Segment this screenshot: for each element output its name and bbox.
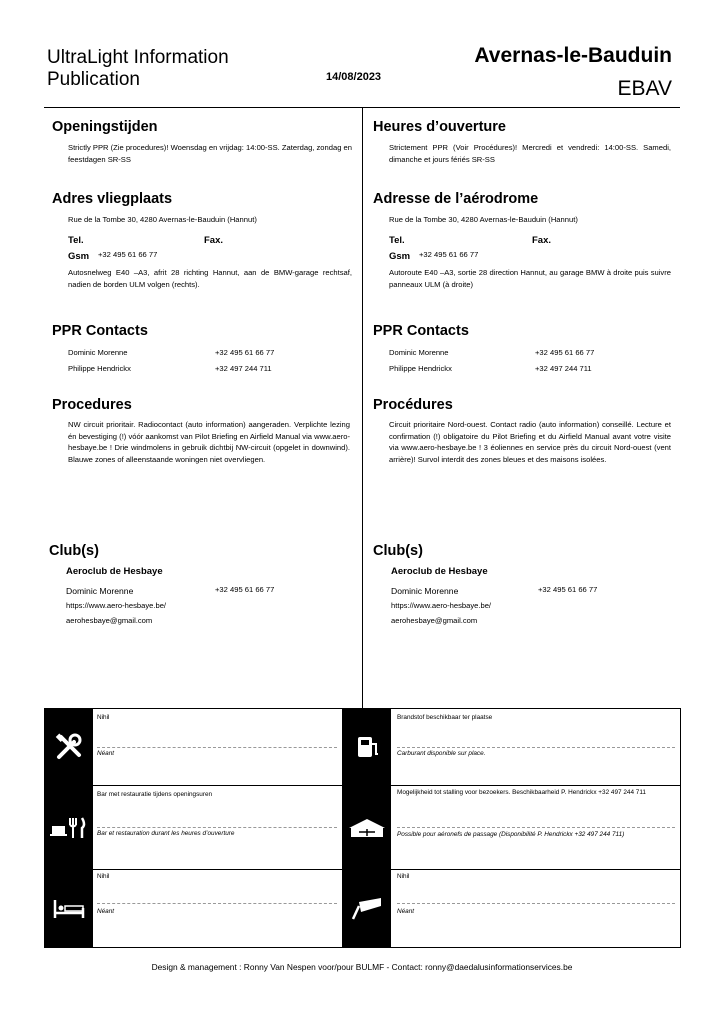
facilities-table [44,708,681,948]
hangar-nl: Mogelijkheid tot stalling voor bezoekers. Beschikbaarheid P. Hendrickx +32 497 244 711 [397,789,646,796]
fr-club-contact: Dominic Morenne [391,586,459,596]
windsock-fr: Néant [397,908,415,915]
cell-divider [397,827,675,828]
nl-club-email[interactable]: aerohesbaye@gmail.com [66,616,153,625]
fr-club-phone: +32 495 61 66 77 [538,585,598,594]
fr-contact-phone: +32 497 244 711 [535,364,592,373]
fr-club-website[interactable]: https://www.aero-hesbaye.be/ [391,601,492,610]
nl-clubs-title: Club(s) [49,543,99,559]
fr-contact-phone: +32 495 61 66 77 [535,348,595,357]
nl-fax-label: Fax. [204,235,224,246]
restaurant-fr: Bar et restauration durant les heures d’ouverture [97,830,235,837]
nl-contact-name: Dominic Morenne [68,348,128,357]
fr-address: Rue de la Tombe 30, 4280 Avernas-le-Bauduin (Hannut) [389,215,578,224]
nl-address-title: Adres vliegplaats [52,191,173,207]
nl-contact-phone: +32 497 244 711 [215,364,272,373]
nl-tel-label: Tel. [68,235,84,246]
nl-contact-name: Philippe Hendrickx [68,364,131,373]
maintenance-nl: Nihil [97,714,110,721]
fr-contact-name: Dominic Morenne [389,348,449,357]
fr-procedures-title: Procédures [373,397,453,413]
nl-opening-text: Strictly PPR (Zie procedures)! Woensdag en vrijdag: 14:00-SS. Zaterdag, zondag en feestdagen SR-SS [68,143,352,164]
cell-divider [97,903,337,904]
restaurant-nl: Bar met restauratie tijdens openingsuren [97,791,213,798]
fr-clubs-title: Club(s) [373,543,423,559]
nl-club-website[interactable]: https://www.aero-hesbaye.be/ [66,601,167,610]
fr-club-name: Aeroclub de Hesbaye [391,566,488,577]
nl-contact-phone: +32 495 61 66 77 [215,348,275,357]
restaurant-icon [45,786,93,869]
tools-icon [45,709,93,785]
icao-code: EBAV [617,77,672,100]
fuel-nl: Brandstof beschikbaar ter plaatse [397,714,493,721]
fr-fax-label: Fax. [532,235,552,246]
fr-contact-name: Philippe Hendrickx [389,364,452,373]
hangar-icon [343,786,391,869]
windsock-nl: Nihil [397,873,410,880]
nl-route: Autosnelweg E40 –A3, afrit 28 richting Hannut, aan de BMW-garage rechtsaf, nadien de borden ULM volgen (rechts). [68,268,352,289]
publication-title [47,47,307,91]
hangar-fr: Possible pour aéronefs de passage (Disponibilité P. Hendrickx +32 497 244 711) [397,831,625,838]
nl-club-phone: +32 495 61 66 77 [215,585,275,594]
fuel-fr: Carburant disponible sur place. [397,750,486,757]
fr-tel-label: Tel. [389,235,405,246]
nl-ppr-title: PPR Contacts [52,323,148,339]
aerodrome-name: Avernas-le-Bauduin [474,44,672,67]
publication-title-line2: Publication [47,69,140,90]
cell-divider [397,747,675,748]
nl-gsm-label: Gsm [68,251,90,262]
fr-procedures-text: Circuit prioritaire Nord-ouest. Contact radio (auto information) conseillé. Lecture et confirmation (!) obligatoire du Pilot Briefing et du Airfield Manual avant votre visite via www.aero-hesbaye.be ! 3 éoliennes en service près du circuit Nord-ouest (vent arrière)! Survol interdit des zones bleues et des maisons isolées. [389,420,671,464]
footer-credits: Design & management : Ronny Van Nespen voor/pour BULMF - Contact: ronny@daedalusinformationservices.be [151,962,573,972]
nl-club-name: Aeroclub de Hesbaye [66,566,163,577]
lodging-fr: Néant [97,908,115,915]
fuel-pump-icon [343,709,391,785]
windsock-icon [343,870,391,947]
nl-gsm-value: +32 495 61 66 77 [98,250,158,259]
fr-ppr-title: PPR Contacts [373,323,469,339]
publication-date: 14/08/2023 [326,71,382,83]
maintenance-fr: Néant [97,750,115,757]
lodging-nl: Nihil [97,873,110,880]
nl-opening-title: Openingstijden [52,119,158,135]
bed-icon [45,870,93,947]
nl-club-contact: Dominic Morenne [66,586,134,596]
fr-club-email[interactable]: aerohesbaye@gmail.com [391,616,478,625]
cell-divider [397,903,675,904]
nl-procedures-text: NW circuit prioritair. Radiocontact (auto information) aangeraden. Verplichte lezing én bevestiging (!) vóór aankomst van Pilot Briefing en Airfield Manual via www.aero-hesbaye.be ! Drie windmolens in gebruik dichtbij NW-circuit (opgelet in downwind). Blauwe zones of alleenstaande woningen niet overvliegen. [68,420,350,464]
fr-address-title: Adresse de l’aérodrome [373,191,539,207]
cell-divider [97,747,337,748]
fr-route: Autoroute E40 –A3, sortie 28 direction Hannut, au garage BMW à droite puis suivre panneaux ULM (à droite) [389,268,671,289]
nl-address: Rue de la Tombe 30, 4280 Avernas-le-Bauduin (Hannut) [68,215,257,224]
fr-opening-title: Heures d’ouverture [373,119,506,135]
fr-gsm-value: +32 495 61 66 77 [419,250,479,259]
publication-title-line1: UltraLight Information [47,47,229,68]
fr-gsm-label: Gsm [389,251,411,262]
cell-divider [97,827,337,828]
column-divider [362,107,363,708]
nl-procedures-title: Procedures [52,397,132,413]
fr-opening-text: Strictement PPR (Voir Procédures)! Mercredi et vendredi: 14:00-SS. Samedi, dimanche et jours fériés SR-SS [389,143,671,164]
